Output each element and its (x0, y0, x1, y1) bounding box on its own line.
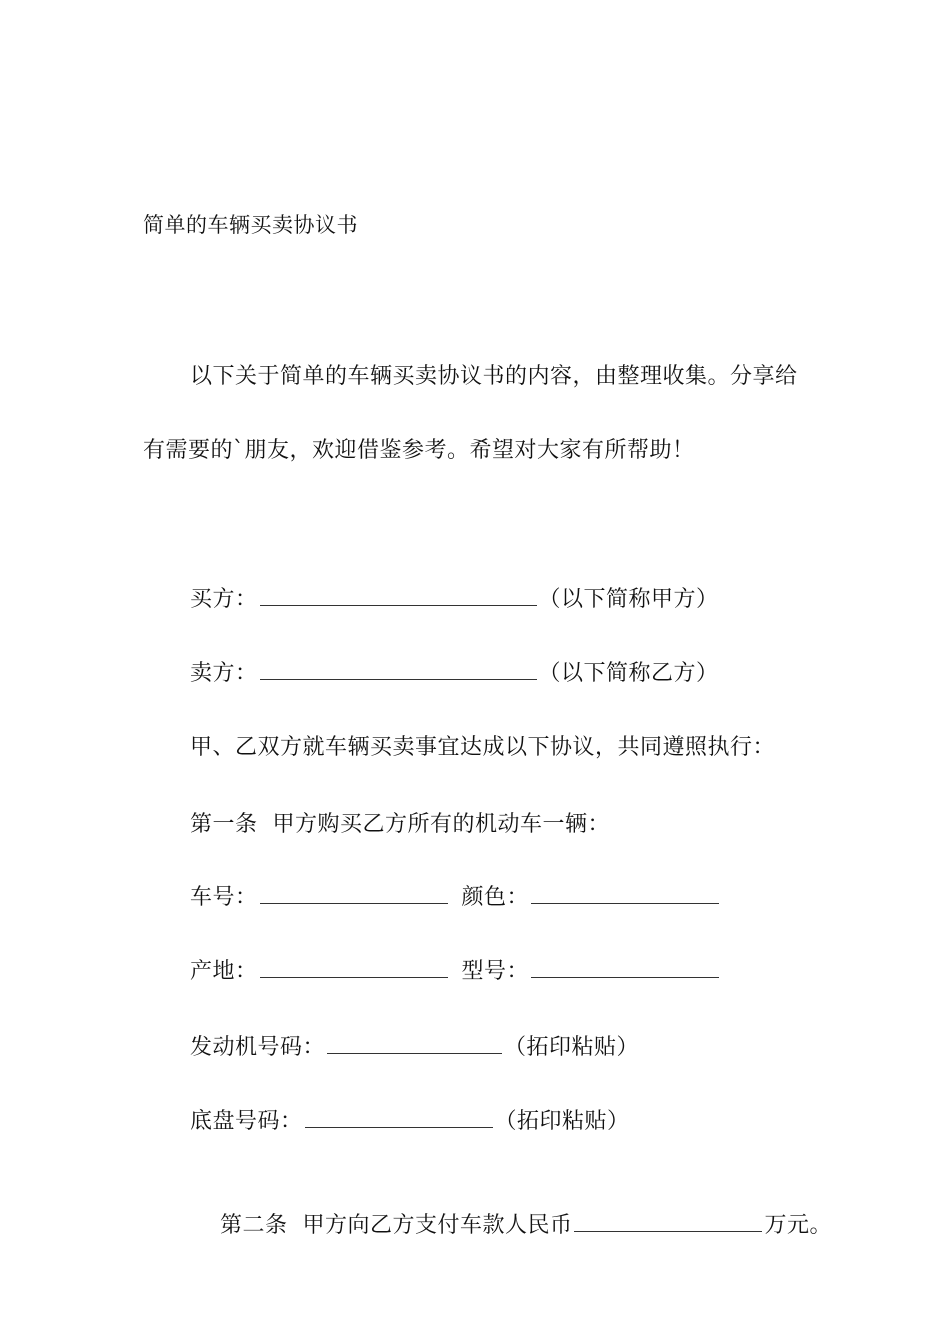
agreement-statement: 甲、乙双方就车辆买卖事宜达成以下协议，共同遵照执行： (190, 735, 776, 760)
document-title: 简单的车辆买卖协议书 (143, 213, 358, 237)
model-blank (531, 957, 719, 978)
plate-label: 车号： (190, 885, 258, 910)
origin-model-row (190, 957, 721, 987)
chassis-number-row (190, 1107, 630, 1137)
engine-number-label: 发动机号码： (190, 1035, 326, 1060)
price-blank (574, 1211, 762, 1232)
engine-number-row (190, 1033, 639, 1063)
seller-suffix: （以下简称乙方） (538, 661, 719, 686)
article-1: 第一条 甲方购买乙方所有的机动车一辆： (190, 812, 610, 837)
color-label: 颜色： (461, 885, 530, 910)
plate-color-row (190, 883, 721, 913)
article-2-prefix: 第二条 甲方向乙方支付车款人民币 (219, 1213, 573, 1238)
color-blank (531, 883, 719, 904)
buyer-label: 买方： (190, 587, 258, 612)
article-2-suffix: 万元。 (764, 1213, 832, 1238)
model-label: 型号： (461, 959, 530, 984)
chassis-number-suffix: （拓印粘贴） (494, 1109, 630, 1134)
seller-row (190, 659, 719, 689)
intro-line-2: 有需要的`朋友，欢迎借鉴参考。希望对大家有所帮助！ (143, 438, 695, 463)
engine-number-suffix: （拓印粘贴） (504, 1035, 640, 1060)
buyer-row (190, 585, 719, 615)
article-2 (190, 1181, 832, 1271)
intro-line-1: 以下关于简单的车辆买卖协议书的内容，由整理收集。分享给 (190, 364, 798, 389)
seller-blank (260, 659, 537, 680)
engine-number-blank (327, 1033, 502, 1054)
seller-label: 卖方： (190, 661, 258, 686)
buyer-suffix: （以下简称甲方） (538, 587, 719, 612)
plate-blank (260, 883, 448, 904)
origin-label: 产地： (190, 959, 258, 984)
chassis-number-label: 底盘号码： (190, 1109, 303, 1134)
origin-blank (260, 957, 448, 978)
buyer-blank (260, 585, 537, 606)
chassis-number-blank (305, 1107, 493, 1128)
